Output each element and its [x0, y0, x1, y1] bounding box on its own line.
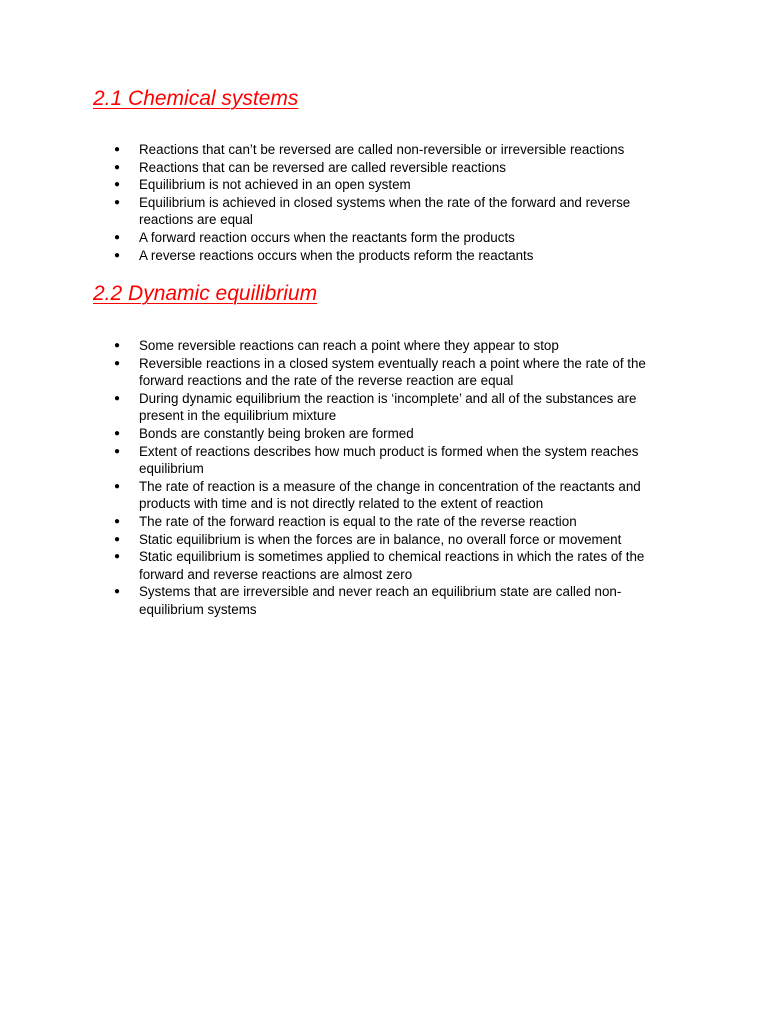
list-item [114, 141, 684, 159]
list-item [114, 513, 684, 531]
list-item-text: Static equilibrium is sometimes applied to chemical reactions in which the rates of the forward and reverse reactions are almost zero [139, 549, 645, 582]
list-item [114, 337, 684, 355]
list-item [114, 443, 684, 478]
list-item-text: Equilibrium is not achieved in an open system [139, 177, 411, 193]
bullet-icon: ● [114, 427, 121, 439]
list-item-text: Bonds are constantly being broken are formed [139, 425, 414, 441]
bullet-icon: ● [114, 480, 121, 492]
bullet-list-dynamic-equilibrium [114, 337, 684, 619]
bullet-icon: ● [114, 392, 121, 404]
list-item-text: The rate of reaction is a measure of the change in concentration of the reactants and products with time and is not directly related to the extent of reaction [139, 478, 641, 512]
bullet-icon: ● [114, 515, 121, 527]
list-item-text: During dynamic equilibrium the reaction is ‘incomplete’ and all of the substances are present in the equilibrium mixture [139, 390, 637, 424]
bullet-icon: ● [114, 179, 121, 191]
bullet-icon: ● [114, 196, 121, 208]
list-item [114, 478, 684, 513]
bullet-icon: ● [114, 445, 121, 457]
list-item [114, 176, 684, 194]
list-item-text: Reversible reactions in a closed system eventually reach a point where the rate of the forward reactions and the rate of the reverse reaction are equal [139, 355, 646, 389]
list-item [114, 425, 684, 443]
list-item [114, 247, 684, 265]
list-item [114, 229, 684, 247]
list-item-text: Extent of reactions describes how much product is formed when the system reaches equilibrium [139, 443, 639, 477]
bullet-icon: ● [114, 551, 121, 563]
bullet-icon: ● [114, 340, 121, 351]
list-item-text: Some reversible reactions can reach a point where they appear to stop [139, 338, 559, 353]
list-item [114, 355, 684, 390]
bullet-list-chemical-systems [114, 141, 684, 264]
bullet-icon: ● [114, 533, 121, 545]
list-item [114, 548, 684, 583]
list-item [114, 194, 684, 229]
list-item-text: Static equilibrium is when the forces are in balance, no overall force or movement [139, 531, 622, 547]
list-item-text: A forward reaction occurs when the reactants form the products [139, 229, 515, 245]
bullet-icon: ● [114, 249, 121, 261]
list-item [114, 159, 684, 177]
bullet-icon: ● [114, 144, 121, 155]
list-item-text: Reactions that can be reversed are called reversible reactions [139, 159, 506, 175]
list-item-text: Equilibrium is achieved in closed systems when the rate of the forward and reverse reactions are equal [139, 194, 631, 228]
bullet-icon: ● [114, 586, 121, 598]
section-heading-dynamic-equilibrium: 2.2 Dynamic equilibrium [93, 282, 318, 305]
list-item [114, 583, 684, 618]
section-heading-chemical-systems: 2.1 Chemical systems [93, 87, 299, 110]
bullet-icon: ● [114, 161, 121, 173]
list-item-text: The rate of the forward reaction is equal to the rate of the reverse reaction [139, 513, 577, 529]
list-item [114, 390, 684, 425]
list-item-text: Systems that are irreversible and never reach an equilibrium state are called non-equilibrium systems [139, 584, 622, 617]
bullet-icon: ● [114, 231, 121, 243]
list-item-text: Reactions that can’t be reversed are called non-reversible or irreversible reactions [139, 142, 625, 157]
list-item-text: A reverse reactions occurs when the products reform the reactants [139, 247, 534, 263]
bullet-icon: ● [114, 357, 121, 369]
list-item [114, 531, 684, 549]
